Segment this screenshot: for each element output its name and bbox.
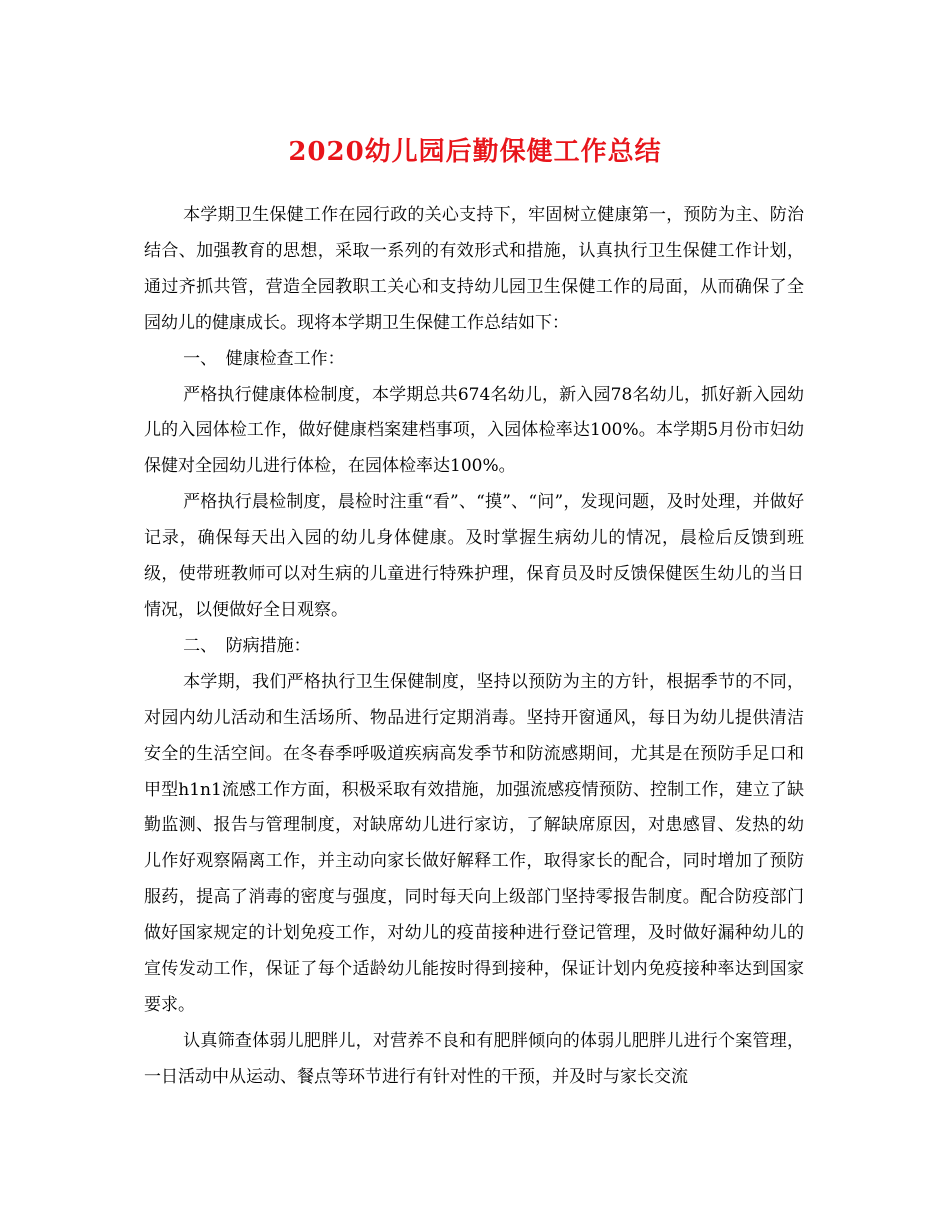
section-heading-health-check: 一、 健康检查工作： (183, 348, 345, 369)
prevention-paragraph: 本学期，我们严格执行卫生保健制度，坚持以预防为主的方针，根据季节的不同，对园内幼儿活动和生活场所、物品进行定期消毒。坚持开窗通风，每日为幼儿提供清洁安全的生活空间。在冬春季呼吸道疾病高发季节和防流感期间，尤其是在预防手足口和甲型h1n1流感工作方面，积极采取有效措施，加强流感疫情预防、控制工作，建立了缺勤监测、报告与管理制度，对缺席幼儿进行家访，了解缺席原因，对患感冒、发热的幼儿作好观察隔离工作，并主动向家长做好解释工作，取得家长的配合，同时增加了预防服药，提高了消毒的密度与强度，同时每天向上级部门坚持零报告制度。配合防疫部门做好国家规定的计划免疫工作，对幼儿的疫苗接种进行登记管理，及时做好漏种幼儿的宣传发动工作，保证了每个适龄幼儿能按时得到接种，保证计划内免疫接种率达到国家要求。 (144, 671, 804, 1015)
section-heading-prevention: 二、 防病措施： (183, 635, 311, 656)
screening-paragraph: 认真筛查体弱儿肥胖儿，对营养不良和有肥胖倾向的体弱儿肥胖儿进行个案管理，一日活动中从运动、餐点等环节进行有针对性的干预，并及时与家长交流 (144, 1030, 804, 1087)
health-check-paragraph: 严格执行健康体检制度，本学期总共674名幼儿，新入园78名幼儿，抓好新入园幼儿的入园体检工作，做好健康档案建档事项，入园体检率达100%。本学期5月份市妇幼保健对全园幼儿进行体检，在园体检率达100%。 (144, 384, 804, 477)
morning-check-paragraph: 严格执行晨检制度，晨检时注重“看”、“摸”、“问”，发现问题，及时处理，并做好记录，确保每天出入园的幼儿身体健康。及时掌握生病幼儿的情况，晨检后反馈到班级，使带班教师可以对生病的儿童进行特殊护理，保育员及时反馈保健医生幼儿的当日情况，以便做好全日观察。 (144, 492, 804, 620)
document-body (144, 198, 804, 1096)
intro-paragraph: 本学期卫生保健工作在园行政的关心支持下，牢固树立健康第一，预防为主、防治结合、加强教育的思想，采取一系列的有效形式和措施，认真执行卫生保健工作计划，通过齐抓共管，营造全园教职工关心和支持幼儿园卫生保健工作的局面，从而确保了全园幼儿的健康成长。现将本学期卫生保健工作总结如下： (144, 205, 804, 333)
document-title: 2020幼儿园后勤保健工作总结 (288, 137, 662, 167)
